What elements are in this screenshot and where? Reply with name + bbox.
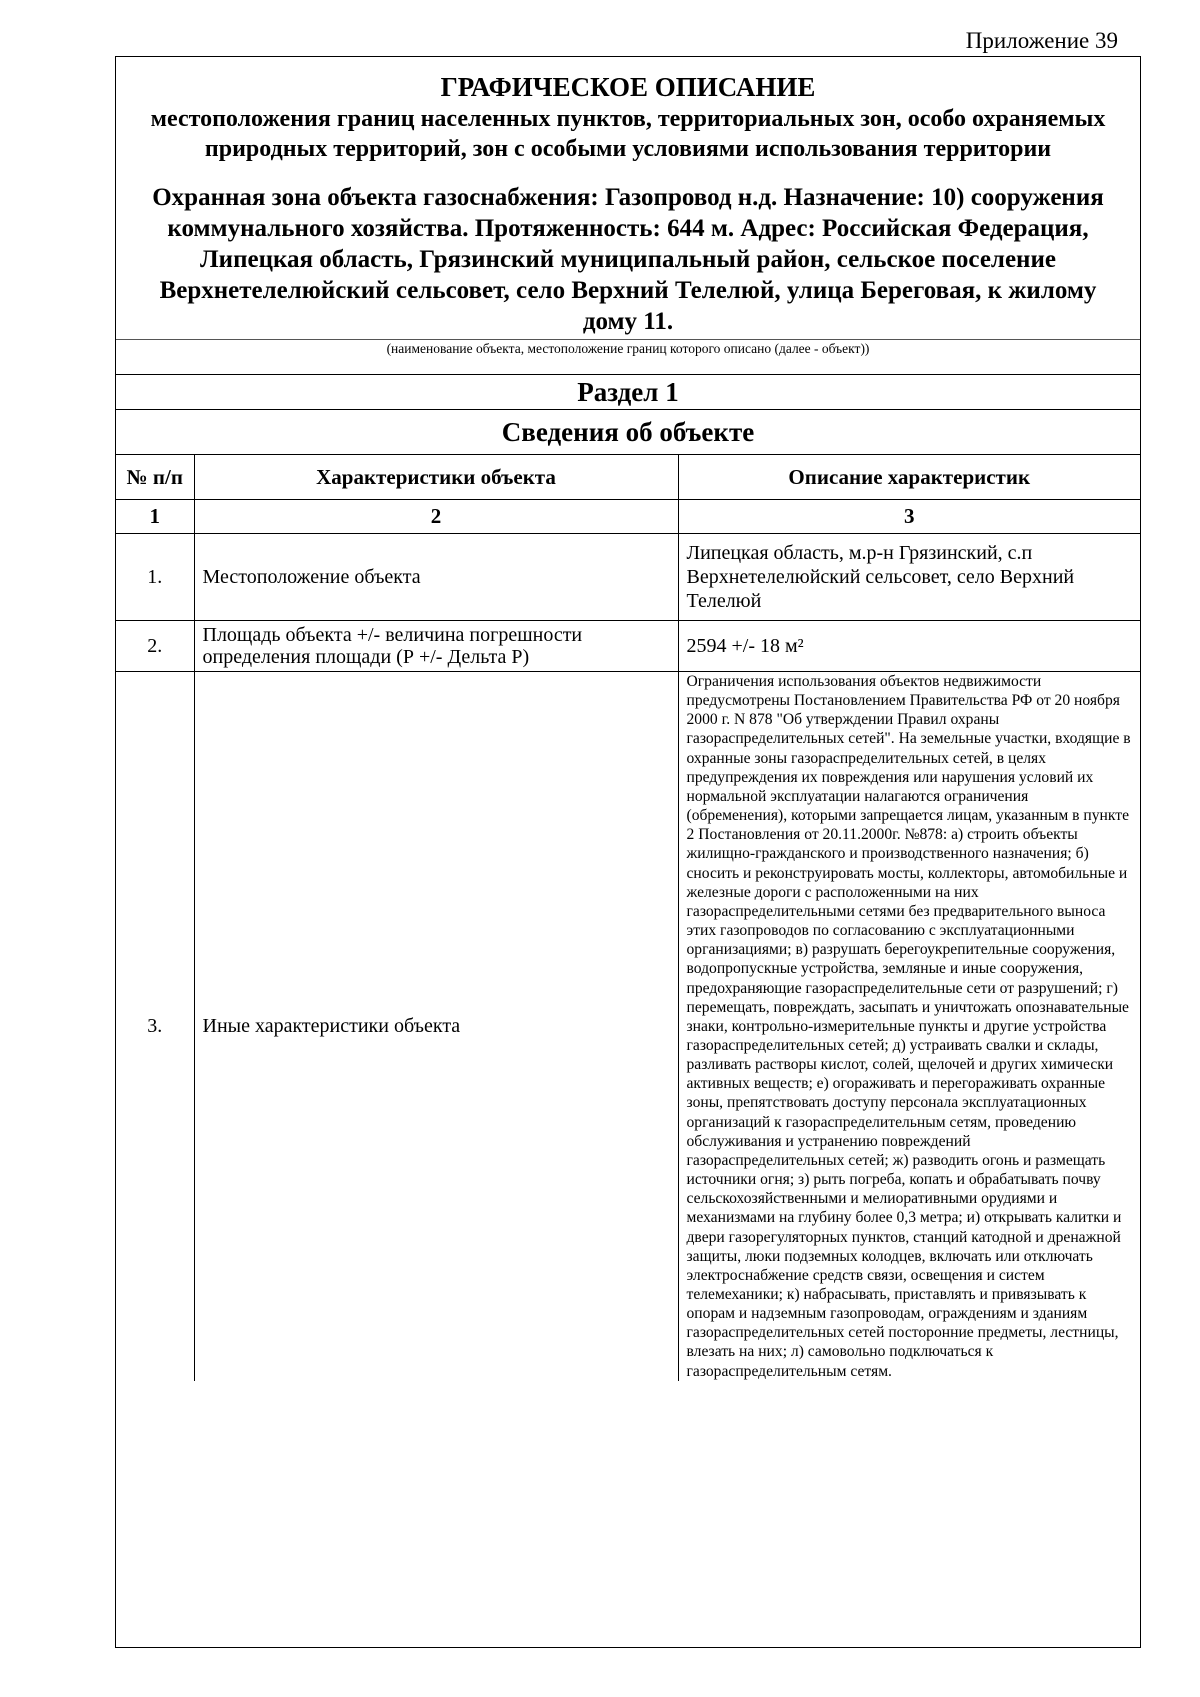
column-number-1: 1 — [116, 500, 194, 534]
document-frame — [115, 56, 1141, 1648]
section-title: Сведения об объекте — [116, 409, 1140, 454]
header-cell-number: № п/п — [116, 455, 194, 500]
object-caption: (наименование объекта, местоположение границ которого описано (далее - объект)) — [116, 339, 1140, 374]
table-row — [116, 672, 1140, 1381]
row-characteristic: Местоположение объекта — [194, 534, 678, 621]
row-number: 2. — [116, 621, 194, 672]
header-cell-characteristic: Характеристики объекта — [194, 455, 678, 500]
row-description: Липецкая область, м.р-н Грязинский, с.п Верхнетелелюйский сельсовет, село Верхний Телелюй — [678, 534, 1140, 621]
row-characteristic: Иные характеристики объекта — [194, 672, 678, 1381]
table-row — [116, 534, 1140, 621]
object-name: Охранная зона объекта газоснабжения: Газопровод н.д. Назначение: 10) сооружения коммунального хозяйства. Протяженность: 644 м. Адрес: Российская Федерация, Липецкая область, Грязинский муниципальный район, сельское поселение Верхнетелелюйский сельсовет, село Верхний Телелюй, улица Береговая, к жилому дому 11. — [152, 184, 1104, 335]
row-number: 3. — [116, 672, 194, 1381]
section-label: Раздел 1 — [116, 374, 1140, 409]
table-header-row — [116, 455, 1140, 500]
header-cell-description: Описание характеристик — [678, 455, 1140, 500]
object-info-table — [116, 454, 1140, 1381]
row-characteristic: Площадь объекта +/- величина погрешности определения площади (Р +/- Дельта Р) — [194, 621, 678, 672]
document-title: ГРАФИЧЕСКОЕ ОПИСАНИЕ — [440, 72, 816, 102]
column-number-3: 3 — [678, 500, 1140, 534]
row-description: Ограничения использования объектов недвижимости предусмотрены Постановлением Правительства РФ от 20 ноября 2000 г. N 878 "Об утверждении Правил охраны газораспределительных сетей". На земельные участки, входящие в охранные зоны газораспределительных сетей, в целях предупреждения их повреждения или нарушения условий их нормальной эксплуатации налагаются ограничения (обременения), которыми запрещается лицам, указанным в пункте 2 Постановления от 20.11.2000г. №878: а) строить объекты жилищно-гражданского и производственного назначения; б) сносить и реконструировать мосты, коллекторы, автомобильные и железные дороги с расположенными на них газораспределительными сетями без предварительного выноса этих газопроводов по согласованию с эксплуатационными организациями; в) разрушать берегоукрепительные сооружения, водопропускные устройства, земляные и иные сооружения, предохраняющие газораспределительные сети от разрушений; г) перемещать, повреждать, засыпать и уничтожать опознавательные знаки, контрольно-измерительные пункты и другие устройства газораспределительных сетей; д) устраивать свалки и склады, разливать растворы кислот, солей, щелочей и других химически активных веществ; е) огораживать и перегораживать охранные зоны, препятствовать доступу персонала эксплуатационных организаций к газораспределительным сетям, проведению обслуживания и устранению повреждений газораспределительных сетей; ж) разводить огонь и размещать источники огня; з) рыть погреба, копать и обрабатывать почву сельскохозяйственными и мелиоративными орудиями и механизмами на глубину более 0,3 метра; и) открывать калитки и двери газорегуляторных пунктов, станций катодной и дренажной защиты, люки подземных колодцев, включать или отключать электроснабжение средств связи, освещения и систем телемеханики; к) набрасывать, приставлять и привязывать к опорам и надземным газопроводам, ограждениям и зданиям газораспределительных сетей посторонние предметы, лестницы, влезать на них; л) самовольно подключаться к газораспределительным сетям. — [678, 672, 1140, 1381]
table-row — [116, 621, 1140, 672]
column-number-2: 2 — [194, 500, 678, 534]
appendix-label: Приложение 39 — [965, 28, 1118, 53]
row-description: 2594 +/- 18 м² — [678, 621, 1140, 672]
row-number: 1. — [116, 534, 194, 621]
document-subtitle: местоположения границ населенных пунктов, территориальных зон, особо охраняемых природных территорий, зон с особыми условиями использования территории — [150, 106, 1106, 162]
column-number-row — [116, 500, 1140, 534]
